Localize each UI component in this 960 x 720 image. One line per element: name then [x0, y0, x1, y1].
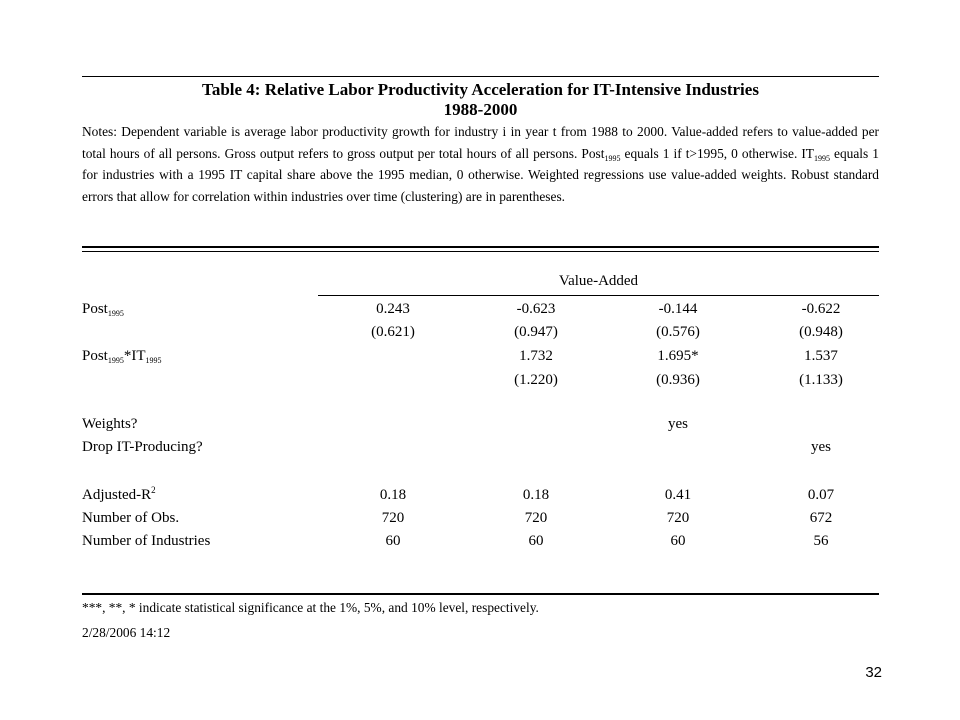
- table-cell: 0.07: [807, 487, 835, 503]
- table-bottom-rule: [82, 593, 879, 595]
- table-row-adj-r2: [82, 484, 879, 507]
- notes-text-1: Notes: Dependent variable is average labor productivity growth for industry i in year t from 1988 to 2000. Value-added refers to value-added per total hours of all persons. Gross output refers to gross output per total hours of all persons. Post: [82, 124, 879, 161]
- table-cell: 720: [666, 510, 690, 526]
- table-cell: 60: [670, 533, 686, 549]
- table-date: 2/28/2006 14:12: [82, 625, 171, 640]
- table-cell: (0.947): [514, 324, 558, 340]
- table-notes: [82, 121, 879, 207]
- table-cell: (1.133): [799, 372, 843, 388]
- table-cell: 720: [381, 510, 405, 526]
- table-cell: 0.18: [522, 487, 550, 503]
- table-rule-double-1: [82, 246, 879, 248]
- table-cell: (0.948): [799, 324, 843, 340]
- table-cell: 56: [813, 533, 829, 549]
- table-cell: 720: [524, 510, 548, 526]
- table-rule-double-2: [82, 251, 879, 252]
- table-cell: 1.695*: [657, 348, 699, 364]
- table-cell: (0.936): [656, 372, 700, 388]
- table-cell: -0.623: [516, 301, 556, 317]
- table-row-drop-it: [82, 436, 879, 459]
- table-cell: (0.576): [656, 324, 700, 340]
- table-cell: 0.243: [376, 301, 410, 317]
- table-cell: (1.220): [514, 372, 558, 388]
- table-row-interaction-se: [82, 369, 879, 392]
- row-label-num-industries: Number of Industries: [82, 533, 211, 549]
- page-number: 32: [865, 664, 882, 681]
- table-row-post-se: [82, 321, 879, 344]
- table-row-interaction: [82, 345, 879, 368]
- table-cell: -0.144: [658, 301, 698, 317]
- row-label-adj-r2: Adjusted-$R^2$: [82, 485, 156, 503]
- table-cell: 0.18: [379, 487, 407, 503]
- table-cell: 1.732: [519, 348, 553, 364]
- table-row-num-industries: [82, 530, 879, 553]
- table-page: [82, 0, 879, 720]
- table-cell: yes: [668, 416, 688, 432]
- table-cell: (0.621): [371, 324, 415, 340]
- table-cell: -0.622: [801, 301, 841, 317]
- row-label-drop-it: Drop IT-Producing?: [82, 439, 203, 455]
- row-label-post: Post$_{1995}$: [82, 301, 124, 318]
- table-cell: yes: [811, 439, 831, 455]
- table-row-num-obs: [82, 507, 879, 530]
- table-subtitle: 1988-2000: [443, 100, 518, 119]
- table-footnote: ***, **, * indicate statistical significance at the 1%, 5%, and 10% level, respectively.: [82, 600, 539, 615]
- notes-sub-2: 1995: [813, 153, 830, 163]
- top-rule: [82, 76, 879, 77]
- table-cell: 1.537: [804, 348, 838, 364]
- table-row-weights: [82, 413, 879, 436]
- row-label-weights: Weights?: [82, 416, 138, 432]
- table-title: Table 4: Relative Labor Productivity Acceleration for IT-Intensive Industries: [202, 80, 759, 99]
- table-cell: 60: [385, 533, 401, 549]
- notes-text-3: equals 1 for industries with a 1995 IT capital share above the 1995 median, 0 otherwise. Weighted regressions use value-added weights. Robust standard errors that allow for correlation within industries over time (clustering) are in parentheses.: [82, 145, 879, 204]
- table-cell: 60: [528, 533, 544, 549]
- notes-sub-1: 1995: [604, 153, 621, 163]
- notes-text-2: equals 1 if t>1995, 0 otherwise. IT: [620, 145, 814, 161]
- column-group-header: Value-Added: [558, 273, 639, 289]
- row-label-interaction: $Post_{1995}*IT_{1995}$: [82, 348, 162, 365]
- table-row-post: [82, 298, 879, 321]
- row-label-num-obs: Number of Obs.: [82, 510, 180, 526]
- table-cell: 0.41: [664, 487, 692, 503]
- table-cell: 672: [809, 510, 833, 526]
- column-group-rule: [318, 295, 879, 296]
